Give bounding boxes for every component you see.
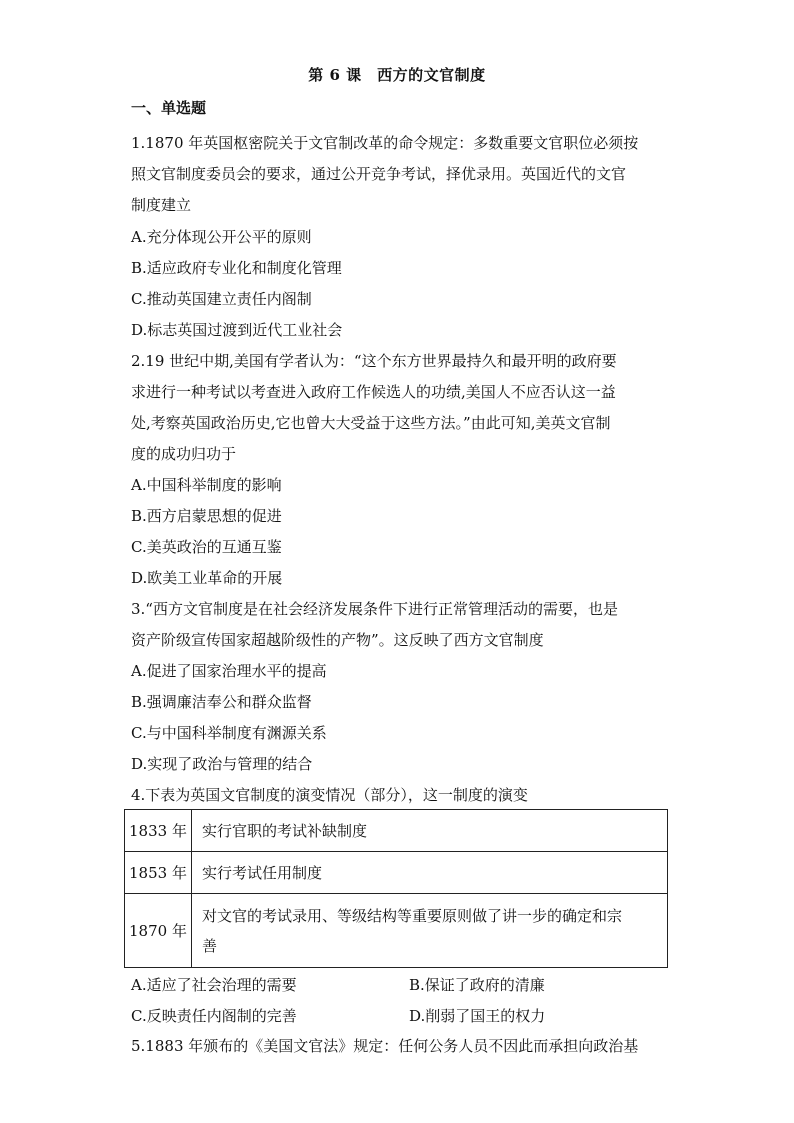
- q2-stem-line-3: 处,考察英国政治历史,它也曾大大受益于这些方法。”由此可知,美英文官制: [131, 414, 611, 432]
- table-row: [125, 810, 668, 852]
- q1-stem-line-3: 制度建立: [131, 196, 192, 214]
- q3-stem-line-1: 3.“西方文官制度是在社会经济发展条件下进行正常管理活动的需要，也是: [131, 600, 618, 618]
- q5-stem-line-1: 5.1883 年颁布的《美国文官法》规定：任何公务人员不因此而承担向政治基: [131, 1037, 639, 1055]
- table-row: [125, 852, 668, 894]
- table-text-line-1: 对文官的考试录用、等级结构等重要原则做了讲一步的确定和宗: [202, 906, 623, 925]
- table-text-cell: [192, 894, 668, 968]
- q4-option-d: D.削弱了国王的权力: [409, 1007, 546, 1025]
- q1-stem-line-2: 照文官制度委员会的要求，通过公开竞争考试，择优录用。英国近代的文官: [131, 165, 627, 183]
- q3-option-b: B.强调廉洁奉公和群众监督: [131, 693, 312, 711]
- q1-option-b: B.适应政府专业化和制度化管理: [131, 259, 342, 277]
- q1-option-d: D.标志英国过渡到近代工业社会: [131, 321, 343, 339]
- table-year-cell: 1833 年: [125, 810, 192, 852]
- q4-option-a: A.适应了社会治理的需要: [131, 976, 297, 994]
- table-text-cell: 实行考试任用制度: [192, 852, 668, 894]
- history-table: [124, 809, 668, 968]
- q4-option-c: C.反映责任内阁制的完善: [131, 1007, 297, 1025]
- q3-option-c: C.与中国科举制度有渊源关系: [131, 724, 327, 742]
- section-heading: 一、单选题: [131, 99, 207, 117]
- table-text-cell: 实行官职的考试补缺制度: [192, 810, 668, 852]
- q1-option-c: C.推动英国建立责任内阁制: [131, 290, 312, 308]
- q3-option-a: A.促进了国家治理水平的提高: [131, 662, 327, 680]
- q2-option-a: A.中国科举制度的影响: [131, 476, 282, 494]
- q2-stem-line-2: 求进行一种考试以考查进入政府工作候选人的功绩,美国人不应否认这一益: [131, 383, 616, 401]
- q4-stem: 4.下表为英国文官制度的演变情况（部分），这一制度的演变: [131, 786, 528, 804]
- q1-stem-line-1: 1.1870 年英国枢密院关于文官制改革的命令规定：多数重要文官职位必须按: [131, 134, 639, 152]
- q2-option-b: B.西方启蒙思想的促进: [131, 507, 282, 525]
- q3-stem-line-2: 资产阶级宣传国家超越阶级性的产物”。这反映了西方文官制度: [131, 631, 544, 649]
- page-title: 第 6 课 西方的文官制度: [308, 66, 486, 84]
- q2-option-d: D.欧美工业革命的开展: [131, 569, 283, 587]
- table-year-cell: 1870 年: [125, 894, 192, 968]
- q2-stem-line-1: 2.19 世纪中期,美国有学者认为：“这个东方世界最持久和最开明的政府要: [131, 352, 617, 370]
- q3-option-d: D.实现了政治与管理的结合: [131, 755, 313, 773]
- q2-option-c: C.美英政治的互通互鉴: [131, 538, 282, 556]
- q1-option-a: A.充分体现公开公平的原则: [131, 228, 312, 246]
- q2-stem-line-4: 度的成功归功于: [131, 445, 237, 463]
- table-year-cell: 1853 年: [125, 852, 192, 894]
- table-text-line-2: 善: [202, 936, 218, 955]
- q4-option-b: B.保证了政府的清廉: [409, 976, 545, 994]
- table-row: [125, 894, 668, 968]
